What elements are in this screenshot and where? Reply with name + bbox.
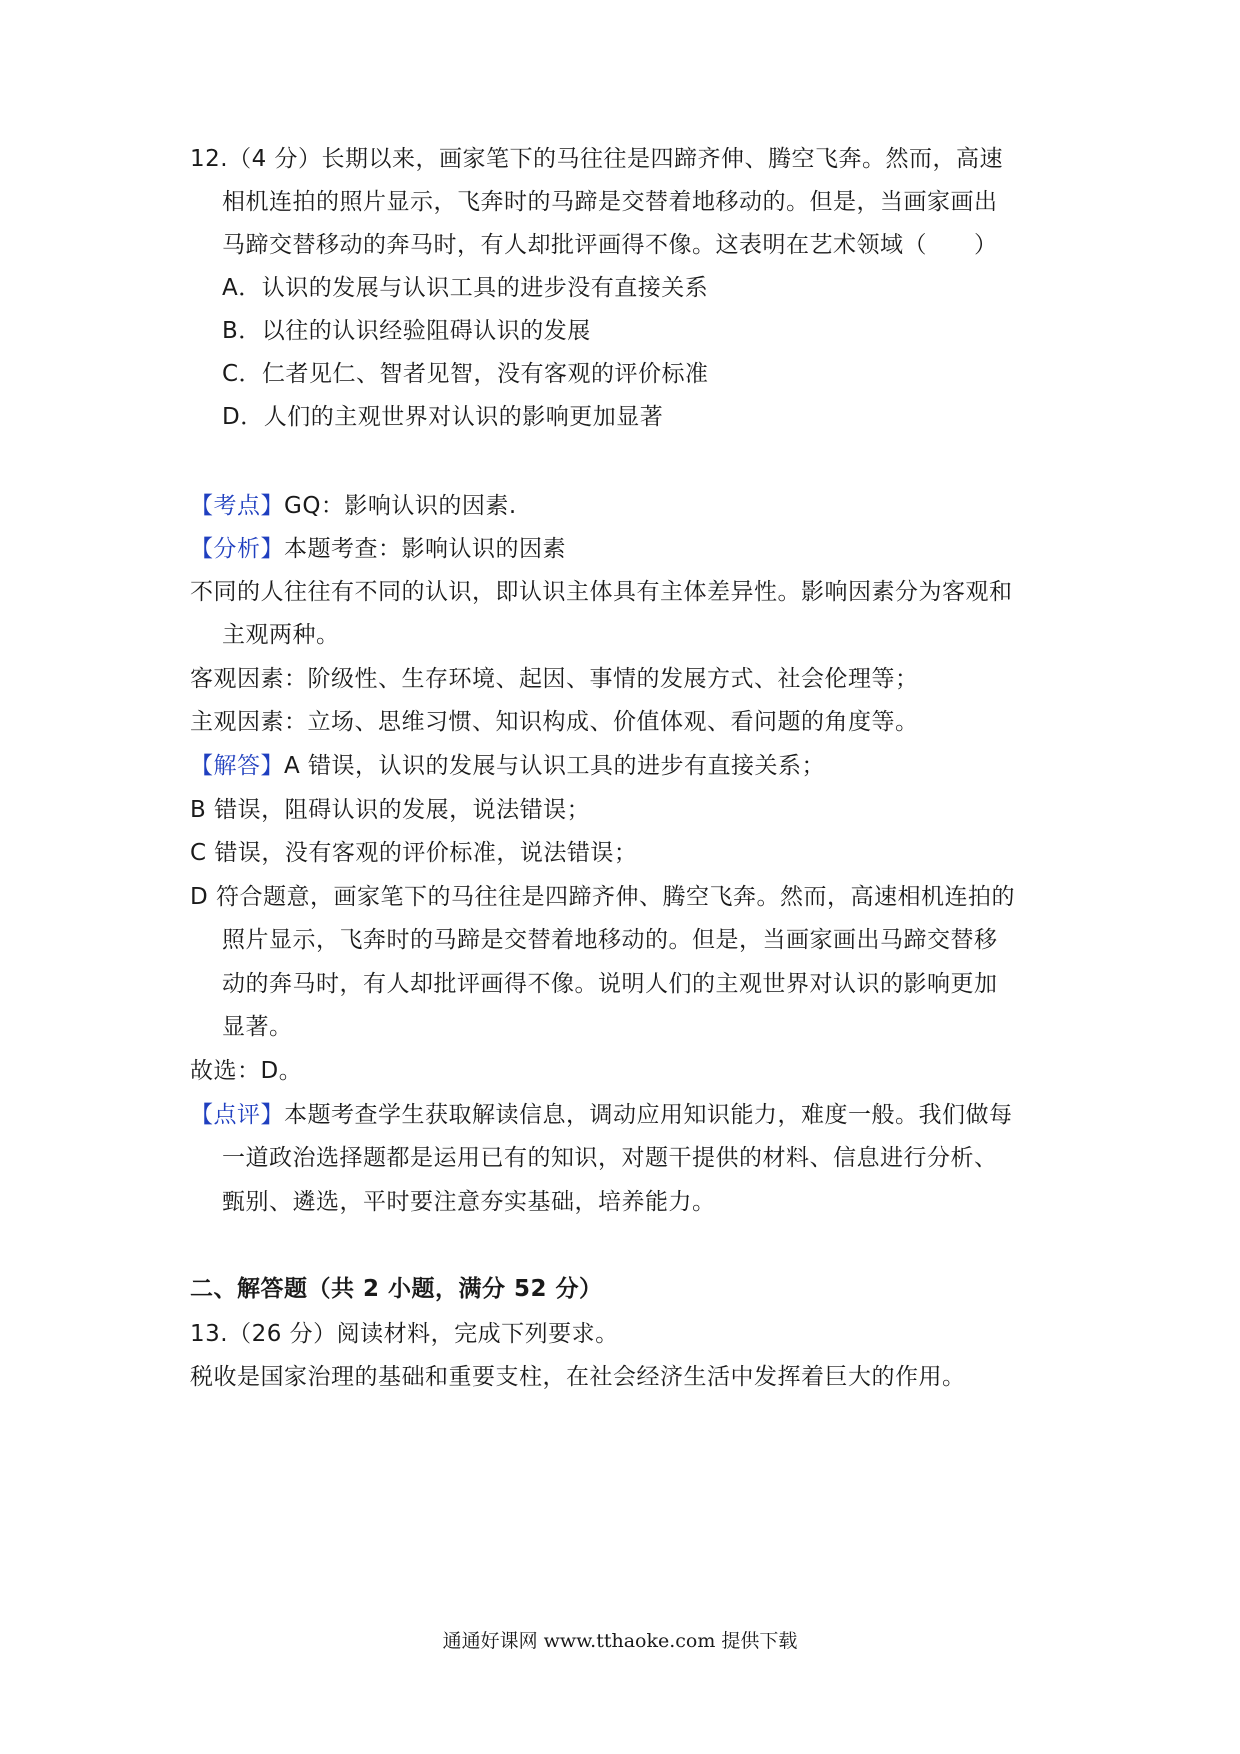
q12-stem-line-3: 马蹄交替移动的奔马时，有人却批评画得不像。这表明在艺术领域（ ） [222,232,998,258]
fenxi-text: 本题考查：影响认识的因素 [284,536,566,562]
dianping-line [190,1099,1013,1131]
q13-material: 税收是国家治理的基础和重要支柱，在社会经济生活中发挥着巨大的作用。 [190,1364,966,1390]
q12-option-b: B．以往的认识经验阻碍认识的发展 [222,318,591,344]
jieda-body-line-6: 显著。 [222,1014,293,1040]
jieda-line [190,750,825,782]
jieda-body-line-3: D 符合题意，画家笔下的马往往是四蹄齐伸、腾空飞奔。然而，高速相机连拍的 [190,884,1016,910]
kaodian-line [190,490,517,522]
jieda-body-line-4: 照片显示，飞奔时的马蹄是交替着地移动的。但是，当画家画出马蹄交替移 [222,927,998,953]
fenxi-line [190,533,566,565]
footer-watermark: 通通好课网 www.tthaoke.com 提供下载 [442,1630,798,1652]
q12-option-c: C．仁者见仁、智者见智，没有客观的评价标准 [222,361,709,387]
kaodian-tag: 【考点】 [190,493,284,519]
fenxi-body-line-2: 主观两种。 [222,622,340,648]
q13-stem: 13.（26 分）阅读材料，完成下列要求。 [190,1321,619,1347]
jieda-text: A 错误，认识的发展与认识工具的进步有直接关系； [284,753,826,779]
fenxi-body-line-3: 客观因素：阶级性、生存环境、起因、事情的发展方式、社会伦理等； [190,666,919,692]
section-2-title: 二、解答题（共 2 小题，满分 52 分） [190,1276,603,1302]
dianping-body-line-1: 一道政治选择题都是运用已有的知识，对题干提供的材料、信息进行分析、 [222,1145,998,1171]
jieda-tag: 【解答】 [190,753,284,779]
jieda-body-line-2: C 错误，没有客观的评价标准，说法错误； [190,840,638,866]
jieda-body-line-5: 动的奔马时，有人却批评画得不像。说明人们的主观世界对认识的影响更加 [222,971,998,997]
q12-option-d: D．人们的主观世界对认识的影响更加显著 [222,404,664,430]
dianping-text: 本题考查学生获取解读信息，调动应用知识能力，难度一般。我们做每 [284,1102,1013,1128]
q12-stem-line-2: 相机连拍的照片显示，飞奔时的马蹄是交替着地移动的。但是，当画家画出 [222,189,998,215]
jieda-body-line-1: B 错误，阻碍认识的发展，说法错误； [190,797,591,823]
fenxi-body-line-4: 主观因素：立场、思维习惯、知识构成、价值体观、看问题的角度等。 [190,709,919,735]
q12-option-a: A．认识的发展与认识工具的进步没有直接关系 [222,275,709,301]
dianping-tag: 【点评】 [190,1102,284,1128]
kaodian-text: GQ：影响认识的因素. [284,493,517,519]
fenxi-body-line-1: 不同的人往往有不同的认识，即认识主体具有主体差异性。影响因素分为客观和 [190,579,1013,605]
jieda-answer-line: 故选：D。 [190,1058,303,1084]
fenxi-tag: 【分析】 [190,536,284,562]
dianping-body-line-2: 甄别、遴选，平时要注意夯实基础，培养能力。 [222,1189,716,1215]
q12-stem-line-1: 12.（4 分）长期以来，画家笔下的马往往是四蹄齐伸、腾空飞奔。然而，高速 [190,146,1004,172]
